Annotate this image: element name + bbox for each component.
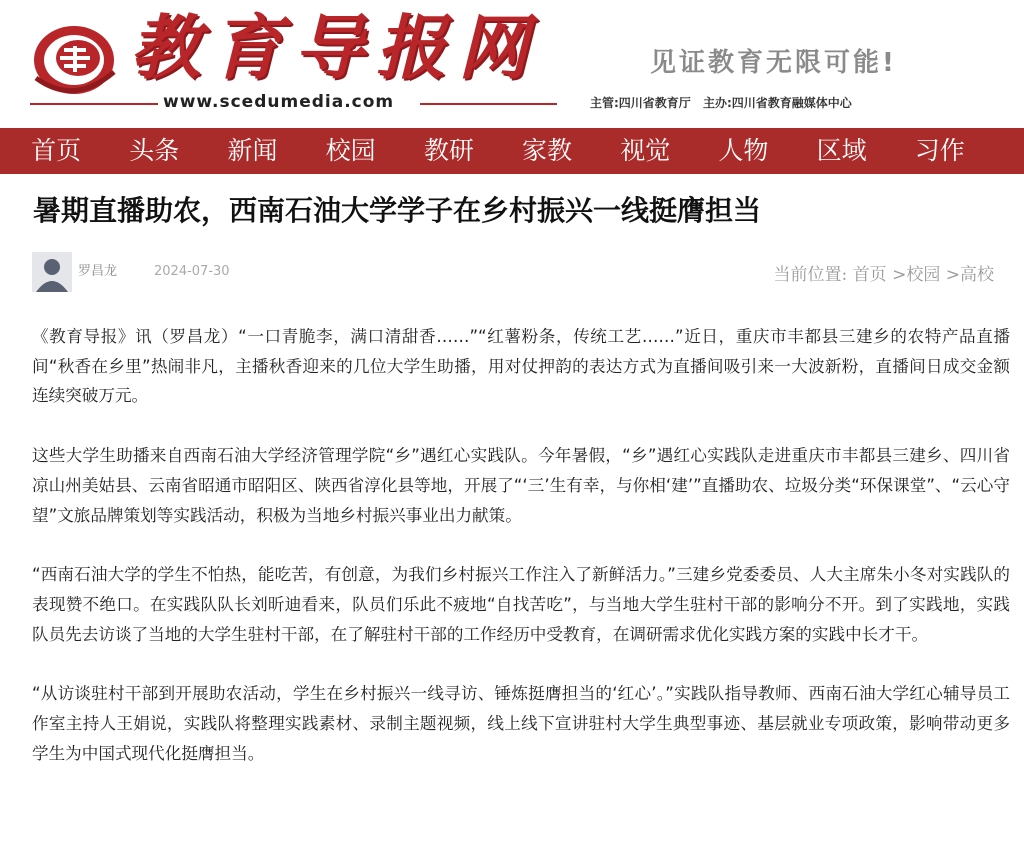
breadcrumb-prefix: 当前位置: [773,265,848,285]
nav-item-news[interactable]: 新闻 [227,136,278,165]
publish-date: 2024-07-30 [154,264,230,279]
author-name[interactable]: 罗昌龙 [78,264,118,279]
author-avatar [32,252,72,292]
user-avatar-icon [32,252,72,292]
nav-item-visual[interactable]: 视觉 [620,136,671,165]
main-nav [0,128,1024,174]
nav-item-region[interactable]: 区域 [816,136,867,165]
sponsor-host: 主办:四川省教育融媒体中心 [703,96,852,110]
site-header [0,0,1024,128]
article-paragraph: “西南石油大学的学生不怕热，能吃苦，有创意，为我们乡村振兴工作注入了新鲜活力。”三建乡党委委员、人大主席朱小冬对实践队的表现赞不绝口。在实践队队长刘昕迪看来，队员们乐此不疲地“自找苦吃”，与当地大学生驻村干部的影响分不开。到了实践地，实践队员先去访谈了当地的大学生驻村干部，在了解驻村干部的工作经历中受教育，在调研需求优化实践方案的实践中长才干。 [32,565,1010,644]
breadcrumb-section-link[interactable]: 校园 [906,265,941,285]
url-divider-right [420,103,557,105]
nav-item-headlines[interactable]: 头条 [129,136,180,165]
site-slogan: 见证教育无限可能! [650,48,897,78]
breadcrumb-separator: > [945,265,960,285]
nav-item-people[interactable]: 人物 [718,136,769,165]
article-body [32,322,1010,798]
site-logo-title[interactable]: 教育导报网 [130,6,540,89]
site-url: www.scedumedia.com [163,92,395,112]
article-paragraph: 这些大学生助播来自西南石油大学经济管理学院“乡”遇红心实践队。今年暑假，“乡”遇红心实践队走进重庆市丰都县三建乡、四川省凉山州美姑县、云南省昭通市昭阳区、陕西省淳化县等地，开展了“‘三’生有幸，与你相‘建’”直播助农、垃圾分类“环保课堂”、“云心守望”文旅品牌策划等实践活动，积极为当地乡村振兴事业出力献策。 [32,446,1010,525]
sponsor-supervisor: 主管:四川省教育厅 [590,96,691,110]
nav-item-family[interactable]: 家教 [522,136,573,165]
nav-item-campus[interactable]: 校园 [325,136,376,165]
nav-item-writing[interactable]: 习作 [914,136,965,165]
nav-item-research[interactable]: 教研 [423,136,474,165]
article-paragraph: “从访谈驻村干部到开展助农活动，学生在乡村振兴一线寻访、锤炼挺膺担当的‘红心’。”实践队指导教师、西南石油大学红心辅导员工作室主持人王娟说，实践队将整理实践素材、录制主题视频，线上线下宣讲驻村大学生典型事迹、基层就业专项政策，影响带动更多学生为中国式现代化挺膺担当。 [32,684,1010,763]
breadcrumb [774,263,994,287]
logo-seal-icon[interactable] [30,14,124,98]
url-divider-left [30,103,158,105]
sponsor-info [590,95,860,111]
nav-item-home[interactable]: 首页 [31,136,82,165]
breadcrumb-separator: > [892,265,907,285]
breadcrumb-home-link[interactable]: 首页 [852,265,887,285]
breadcrumb-sub-link[interactable]: 高校 [960,265,994,285]
article-paragraph: 《教育导报》讯（罗昌龙）“一口青脆李，满口清甜香……”“红薯粉条，传统工艺……”近日，重庆市丰都县三建乡的农特产品直播间“秋香在乡里”热闹非凡，主播秋香迎来的几位大学生助播，用对仗押韵的表达方式为直播间吸引来一大波新粉，直播间日成交金额连续突破万元。 [32,327,1010,406]
article-title: 暑期直播助农，西南石油大学学子在乡村振兴一线挺膺担当 [33,194,762,227]
